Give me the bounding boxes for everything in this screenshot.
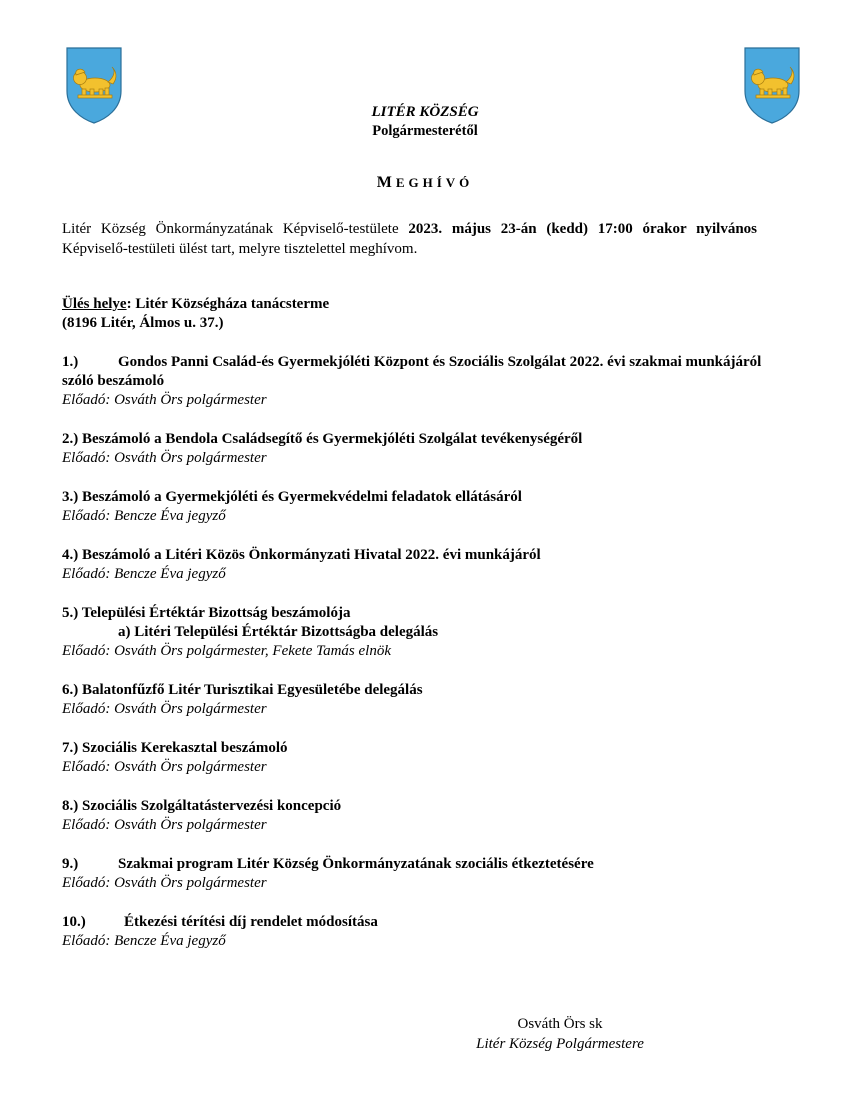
agenda-item-number: 6.) (62, 682, 79, 698)
venue-label: Ülés helye (62, 296, 127, 312)
agenda-item (62, 604, 762, 661)
agenda-item-title (62, 681, 762, 700)
agenda-item-text: Szociális Szolgáltatástervezési koncepció (82, 798, 342, 814)
agenda-item-presenter: Előadó: Osváth Örs polgármester (62, 817, 267, 833)
agenda-item-number: 3.) (62, 489, 79, 505)
agenda-item-number: 7.) (62, 740, 79, 756)
agenda-item-presenter: Előadó: Osváth Örs polgármester (62, 875, 267, 891)
signature-name: Osváth Örs sk (517, 1016, 603, 1032)
agenda-item-title (62, 855, 762, 874)
agenda-item-number: 1.) (62, 354, 79, 370)
agenda-item (62, 797, 762, 835)
agenda-item-title (62, 430, 762, 449)
municipality-title: LITÉR KÖZSÉG (371, 104, 479, 120)
agenda-item-title (62, 546, 762, 565)
agenda-item-title (62, 604, 762, 623)
meeting-venue (62, 295, 329, 333)
agenda-item-number: 5.) (62, 605, 79, 621)
agenda-item-text: Szakmai program Litér Község Önkormányzatának szociális étkeztetésére (118, 856, 594, 872)
agenda-item-presenter: Előadó: Bencze Éva jegyző (62, 508, 226, 524)
signature-role: Litér Község Polgármestere (476, 1036, 644, 1052)
document-title-initial: M (376, 174, 396, 191)
agenda-item-text: Étkezési térítési díj rendelet módosítása (124, 914, 378, 930)
agenda-item-text: Települési Értéktár Bizottság beszámolója (81, 605, 351, 621)
agenda-item (62, 430, 762, 468)
agenda-item-text: Beszámoló a Gyermekjóléti és Gyermekvédelmi feladatok ellátásáról (82, 489, 522, 505)
agenda-item (62, 739, 762, 777)
agenda-item (62, 855, 762, 893)
intro-part1: Litér Község Önkormányzatának Képviselő-testülete (62, 221, 409, 237)
venue-address: (8196 Litér, Álmos u. 37.) (62, 315, 224, 331)
agenda-item-title (62, 353, 762, 391)
agenda-item-text: Beszámoló a Litéri Közös Önkormányzati Hivatal 2022. évi munkájáról (82, 547, 541, 563)
document-title-rest: EGHÍVÓ (395, 175, 474, 190)
agenda-item-number: 9.) (62, 856, 79, 872)
agenda-item-presenter: Előadó: Bencze Éva jegyző (62, 933, 226, 949)
agenda-item-title (62, 913, 762, 932)
agenda-item-title (62, 797, 762, 816)
agenda-item-presenter: Előadó: Osváth Örs polgármester (62, 450, 267, 466)
agenda-item (62, 488, 762, 526)
agenda-item-number: 4.) (62, 547, 79, 563)
agenda-item-text: Szociális Kerekasztal beszámoló (82, 740, 288, 756)
agenda-item-title (62, 739, 762, 758)
agenda-item (62, 546, 762, 584)
agenda-item-presenter: Előadó: Bencze Éva jegyző (62, 566, 226, 582)
agenda-item-text: Balatonfűzfő Litér Turisztikai Egyesületébe delegálás (82, 682, 423, 698)
agenda-subitem: a) Litéri Települési Értéktár Bizottságba delegálás (118, 624, 439, 640)
agenda-item-text: Gondos Panni Család-és Gyermekjóléti Központ és Szociális Szolgálat 2022. évi szakmai munkájáról szóló beszámoló (62, 354, 762, 389)
intro-paragraph (62, 219, 757, 259)
intro-part2: Képviselő-testületi ülést tart, melyre tisztelettel meghívom. (62, 241, 418, 257)
venue-value: : Litér Községháza tanácsterme (126, 296, 330, 312)
agenda-item-presenter: Előadó: Osváth Örs polgármester (62, 701, 267, 717)
agenda-item-title (62, 488, 762, 507)
agenda-item-presenter: Előadó: Osváth Örs polgármester (62, 759, 267, 775)
agenda-item-presenter: Előadó: Osváth Örs polgármester (62, 392, 267, 408)
agenda-item-number: 10.) (62, 914, 86, 930)
agenda-item (62, 681, 762, 719)
agenda-item-presenter: Előadó: Osváth Örs polgármester, Fekete Tamás elnök (62, 643, 391, 659)
venue-line (62, 295, 329, 314)
agenda-item (62, 913, 762, 951)
document-title (0, 174, 850, 192)
agenda-item-text: Beszámoló a Bendola Családsegítő és Gyermekjóléti Szolgálat tevékenységéről (82, 431, 583, 447)
intro-date: 2023. május 23-án (kedd) 17:00 órakor nyilvános (408, 221, 757, 237)
agenda-item-number: 2.) (62, 431, 79, 447)
mayor-subtitle: Polgármesterétől (372, 123, 478, 139)
agenda-item (62, 353, 762, 410)
agenda-item-number: 8.) (62, 798, 79, 814)
